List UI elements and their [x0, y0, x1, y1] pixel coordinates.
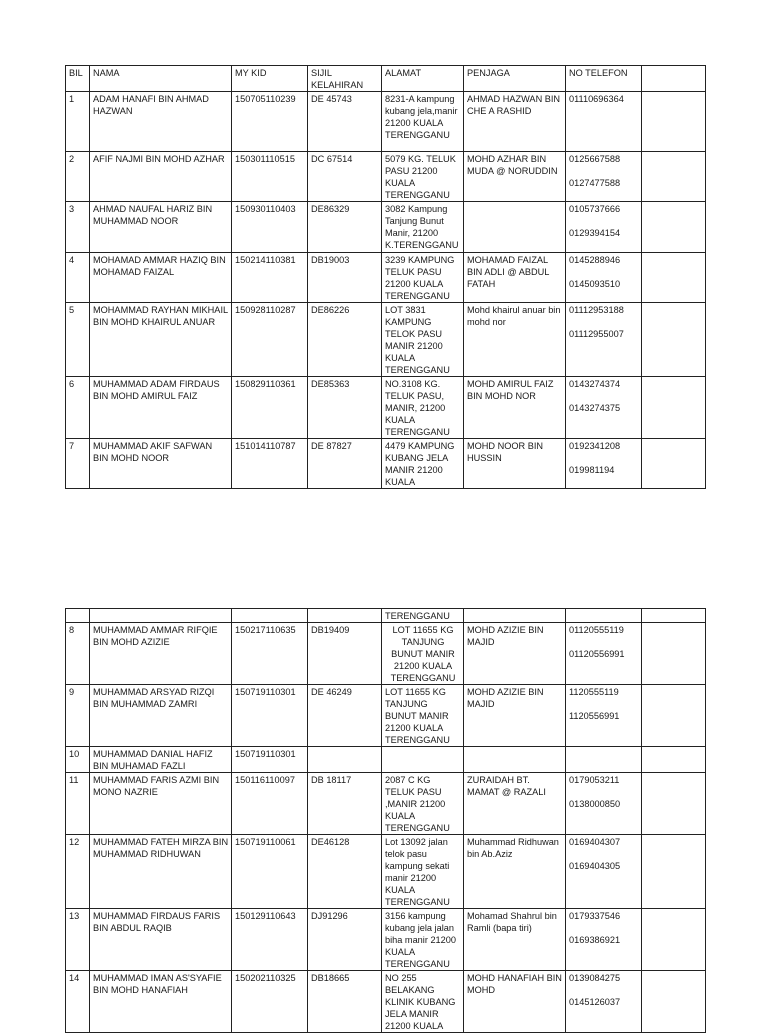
cell-penjaga: MOHD AMIRUL FAIZ BIN MOHD NOR: [464, 377, 566, 439]
header-mykid: MY KID: [232, 66, 308, 92]
cell-nama: AHMAD NAUFAL HARIZ BIN MUHAMMAD NOOR: [90, 202, 232, 253]
table-row: [66, 623, 706, 685]
cell-telefon: [566, 747, 642, 773]
cell-alamat: 8231-A kampung kubang jela,manir 21200 KUALA TERENGGANU: [382, 92, 464, 152]
cell-nama: MUHAMMAD DANIAL HAFIZ BIN MUHAMAD FAZLI: [90, 747, 232, 773]
cell-extra: [642, 773, 706, 835]
cell-bil: 7: [66, 439, 90, 489]
table-row: [66, 152, 706, 202]
cell-penjaga: MOHD AZIZIE BIN MAJID: [464, 685, 566, 747]
cell-mykid: 150214110381: [232, 253, 308, 303]
cell-alamat: TERENGGANU: [382, 609, 464, 623]
cell-penjaga: MOHD AZIZIE BIN MAJID: [464, 623, 566, 685]
cell-sijil: DB19003: [308, 253, 382, 303]
cell-nama: ADAM HANAFI BIN AHMAD HAZWAN: [90, 92, 232, 152]
cell-sijil: DC 67514: [308, 152, 382, 202]
cell-sijil: DE 45743: [308, 92, 382, 152]
cell-nama: MUHAMMAD ARSYAD RIZQI BIN MUHAMMAD ZAMRI: [90, 685, 232, 747]
cell-extra: [642, 685, 706, 747]
cell-alamat: NO.3108 KG. TELUK PASU, MANIR, 21200 KUALA TERENGGANU: [382, 377, 464, 439]
phone-number: 0138000850: [569, 799, 621, 809]
phone-number: 0192341208: [569, 441, 621, 451]
table-row: [66, 92, 706, 152]
cell-mykid: 150719110301: [232, 747, 308, 773]
cell-telefon: [566, 92, 642, 152]
cell-bil: 1: [66, 92, 90, 152]
cell-sijil: DE86226: [308, 303, 382, 377]
cell-nama: MUHAMMAD IMAN AS'SYAFIE BIN MOHD HANAFIAH: [90, 971, 232, 1033]
cell-alamat: LOT 11655 KG TANJUNG BUNUT MANIR 21200 KUALA TERENGGANU: [382, 685, 464, 747]
cell-extra: [642, 835, 706, 909]
cell-penjaga: [464, 747, 566, 773]
student-table-2: [65, 608, 706, 1033]
cell-sijil: [308, 747, 382, 773]
cell-alamat: 2087 C KG TELUK PASU ,MANIR 21200 KUALA TERENGGANU: [382, 773, 464, 835]
cell-telefon: [566, 377, 642, 439]
phone-number: 1120556991: [569, 711, 620, 721]
cell-nama: AFIF NAJMI BIN MOHD AZHAR: [90, 152, 232, 202]
cell-extra: [642, 747, 706, 773]
cell-mykid: 150705110239: [232, 92, 308, 152]
cell-telefon: [566, 623, 642, 685]
cell-penjaga: [464, 202, 566, 253]
cell-nama: MUHAMMAD AKIF SAFWAN BIN MOHD NOOR: [90, 439, 232, 489]
phone-number: 0143274375: [569, 403, 621, 413]
phone-number: 0139084275: [569, 973, 621, 983]
cell-mykid: [232, 609, 308, 623]
table-row: [66, 303, 706, 377]
cell-penjaga: Mohamad Shahrul bin Ramli (bapa tiri): [464, 909, 566, 971]
cell-penjaga: Mohd khairul anuar bin mohd nor: [464, 303, 566, 377]
cell-telefon: [566, 609, 642, 623]
cell-sijil: DJ91296: [308, 909, 382, 971]
cell-nama: MUHAMMAD ADAM FIRDAUS BIN MOHD AMIRUL FAIZ: [90, 377, 232, 439]
cell-alamat: [382, 747, 464, 773]
cell-extra: [642, 609, 706, 623]
phone-number: 0125667588: [569, 154, 621, 164]
cell-alamat: 4479 KAMPUNG KUBANG JELA MANIR 21200 KUALA: [382, 439, 464, 489]
cell-telefon: [566, 773, 642, 835]
cell-alamat: 5079 KG. TELUK PASU 21200 KUALA TERENGGANU: [382, 152, 464, 202]
cell-nama: MOHAMMAD RAYHAN MIKHAIL BIN MOHD KHAIRUL ANUAR: [90, 303, 232, 377]
header-sijil: SIJIL KELAHIRAN: [308, 66, 382, 92]
cell-sijil: [308, 609, 382, 623]
cell-alamat: Lot 13092 jalan telok pasu kampung sekati manir 21200 KUALA TERENGGANU: [382, 835, 464, 909]
cell-nama: [90, 609, 232, 623]
header-telefon: NO TELEFON: [566, 66, 642, 92]
student-table-1: [65, 65, 706, 489]
table-row: [66, 835, 706, 909]
cell-sijil: DE85363: [308, 377, 382, 439]
cell-bil: 3: [66, 202, 90, 253]
cell-extra: [642, 909, 706, 971]
cell-bil: 11: [66, 773, 90, 835]
cell-telefon: [566, 909, 642, 971]
table-row: [66, 439, 706, 489]
cell-bil: 5: [66, 303, 90, 377]
phone-number: 0169404305: [569, 861, 621, 871]
cell-mykid: 150217110635: [232, 623, 308, 685]
cell-mykid: 150719110061: [232, 835, 308, 909]
cell-mykid: 151014110787: [232, 439, 308, 489]
cell-bil: 8: [66, 623, 90, 685]
cell-telefon: [566, 152, 642, 202]
cell-extra: [642, 202, 706, 253]
cell-extra: [642, 152, 706, 202]
table-row: [66, 377, 706, 439]
header-penjaga: PENJAGA: [464, 66, 566, 92]
phone-number: 0127477588: [569, 178, 621, 188]
cell-sijil: DB19409: [308, 623, 382, 685]
cell-extra: [642, 253, 706, 303]
table-row: [66, 747, 706, 773]
table-row: [66, 909, 706, 971]
cell-bil: 6: [66, 377, 90, 439]
cell-alamat: 3156 kampung kubang jela jalan biha manir 21200 KUALA TERENGGANU: [382, 909, 464, 971]
phone-number: 0169404307: [569, 837, 621, 847]
cell-sijil: DE86329: [308, 202, 382, 253]
cell-sijil: DB18665: [308, 971, 382, 1033]
cell-telefon: [566, 439, 642, 489]
cell-telefon: [566, 685, 642, 747]
cell-mykid: 150930110403: [232, 202, 308, 253]
cell-sijil: DE 87827: [308, 439, 382, 489]
cell-penjaga: ZURAIDAH BT. MAMAT @ RAZALI: [464, 773, 566, 835]
table-row: [66, 685, 706, 747]
phone-number: 0145288946: [569, 255, 621, 265]
cell-nama: MUHAMMAD AMMAR RIFQIE BIN MOHD AZIZIE: [90, 623, 232, 685]
phone-number: 0143274374: [569, 379, 621, 389]
header-row: [66, 66, 706, 92]
cell-mykid: 150202110325: [232, 971, 308, 1033]
cell-penjaga: Muhammad Ridhuwan bin Ab.Aziz: [464, 835, 566, 909]
phone-number: 01110696364: [569, 94, 624, 104]
cell-penjaga: MOHD AZHAR BIN MUDA @ NORUDDIN: [464, 152, 566, 202]
cell-bil: 13: [66, 909, 90, 971]
table-1-body: [66, 66, 706, 489]
cell-penjaga: MOHD HANAFIAH BIN MOHD: [464, 971, 566, 1033]
table-row: [66, 773, 706, 835]
cell-alamat: LOT 11655 KG TANJUNG BUNUT MANIR 21200 KUALA TERENGGANU: [382, 623, 464, 685]
cell-telefon: [566, 303, 642, 377]
cell-bil: 10: [66, 747, 90, 773]
phone-number: 0169386921: [569, 935, 621, 945]
cell-mykid: 150829110361: [232, 377, 308, 439]
phone-number: 0179053211: [569, 775, 620, 785]
cell-bil: 14: [66, 971, 90, 1033]
header-alamat: ALAMAT: [382, 66, 464, 92]
cell-nama: MUHAMMAD FARIS AZMI BIN MONO NAZRIE: [90, 773, 232, 835]
table-row: [66, 971, 706, 1033]
cell-sijil: DB 18117: [308, 773, 382, 835]
table-row: [66, 202, 706, 253]
cell-mykid: 150129110643: [232, 909, 308, 971]
cell-alamat: LOT 3831 KAMPUNG TELOK PASU MANIR 21200 KUALA TERENGGANU: [382, 303, 464, 377]
cell-extra: [642, 971, 706, 1033]
phone-number: 0145126037: [569, 997, 621, 1007]
cell-penjaga: [464, 609, 566, 623]
cell-mykid: 150928110287: [232, 303, 308, 377]
cell-extra: [642, 92, 706, 152]
phone-number: 019981194: [569, 465, 615, 475]
cell-extra: [642, 303, 706, 377]
cell-extra: [642, 623, 706, 685]
header-nama: NAMA: [90, 66, 232, 92]
cell-bil: [66, 609, 90, 623]
cell-telefon: [566, 971, 642, 1033]
phone-number: 0129394154: [569, 228, 621, 238]
phone-number: 01112953188: [569, 305, 624, 315]
header-extra: [642, 66, 706, 92]
phone-number: 0105737666: [569, 204, 621, 214]
header-bil: BIL: [66, 66, 90, 92]
cell-mykid: 150301110515: [232, 152, 308, 202]
cell-penjaga: MOHAMAD FAIZAL BIN ADLI @ ABDUL FATAH: [464, 253, 566, 303]
cell-telefon: [566, 202, 642, 253]
cell-bil: 12: [66, 835, 90, 909]
cell-telefon: [566, 835, 642, 909]
cell-sijil: DE46128: [308, 835, 382, 909]
cell-nama: MOHAMAD AMMAR HAZIQ BIN MOHAMAD FAIZAL: [90, 253, 232, 303]
cell-penjaga: AHMAD HAZWAN BIN CHE A RASHID: [464, 92, 566, 152]
cell-extra: [642, 377, 706, 439]
phone-number: 0145093510: [569, 279, 621, 289]
cell-mykid: 150719110301: [232, 685, 308, 747]
table-2-body: [66, 609, 706, 1033]
cell-nama: MUHAMMAD FIRDAUS FARIS BIN ABDUL RAQIB: [90, 909, 232, 971]
table-row: [66, 609, 706, 623]
phone-number: 01112955007: [569, 329, 624, 339]
cell-sijil: DE 46249: [308, 685, 382, 747]
phone-number: 1120555119: [569, 687, 619, 697]
phone-number: 0179337546: [569, 911, 621, 921]
cell-bil: 4: [66, 253, 90, 303]
cell-extra: [642, 439, 706, 489]
cell-nama: MUHAMMAD FATEH MIRZA BIN MUHAMMAD RIDHUWAN: [90, 835, 232, 909]
phone-number: 01120555119: [569, 625, 624, 635]
cell-penjaga: MOHD NOOR BIN HUSSIN: [464, 439, 566, 489]
table-row: [66, 253, 706, 303]
cell-bil: 2: [66, 152, 90, 202]
cell-alamat: 3239 KAMPUNG TELUK PASU 21200 KUALA TERENGGANU: [382, 253, 464, 303]
cell-alamat: 3082 Kampung Tanjung Bunut Manir, 21200 K.TERENGGANU: [382, 202, 464, 253]
cell-telefon: [566, 253, 642, 303]
phone-number: 01120556991: [569, 649, 625, 659]
cell-mykid: 150116110097: [232, 773, 308, 835]
cell-bil: 9: [66, 685, 90, 747]
cell-alamat: NO 255 BELAKANG KLINIK KUBANG JELA MANIR 21200 KUALA: [382, 971, 464, 1033]
